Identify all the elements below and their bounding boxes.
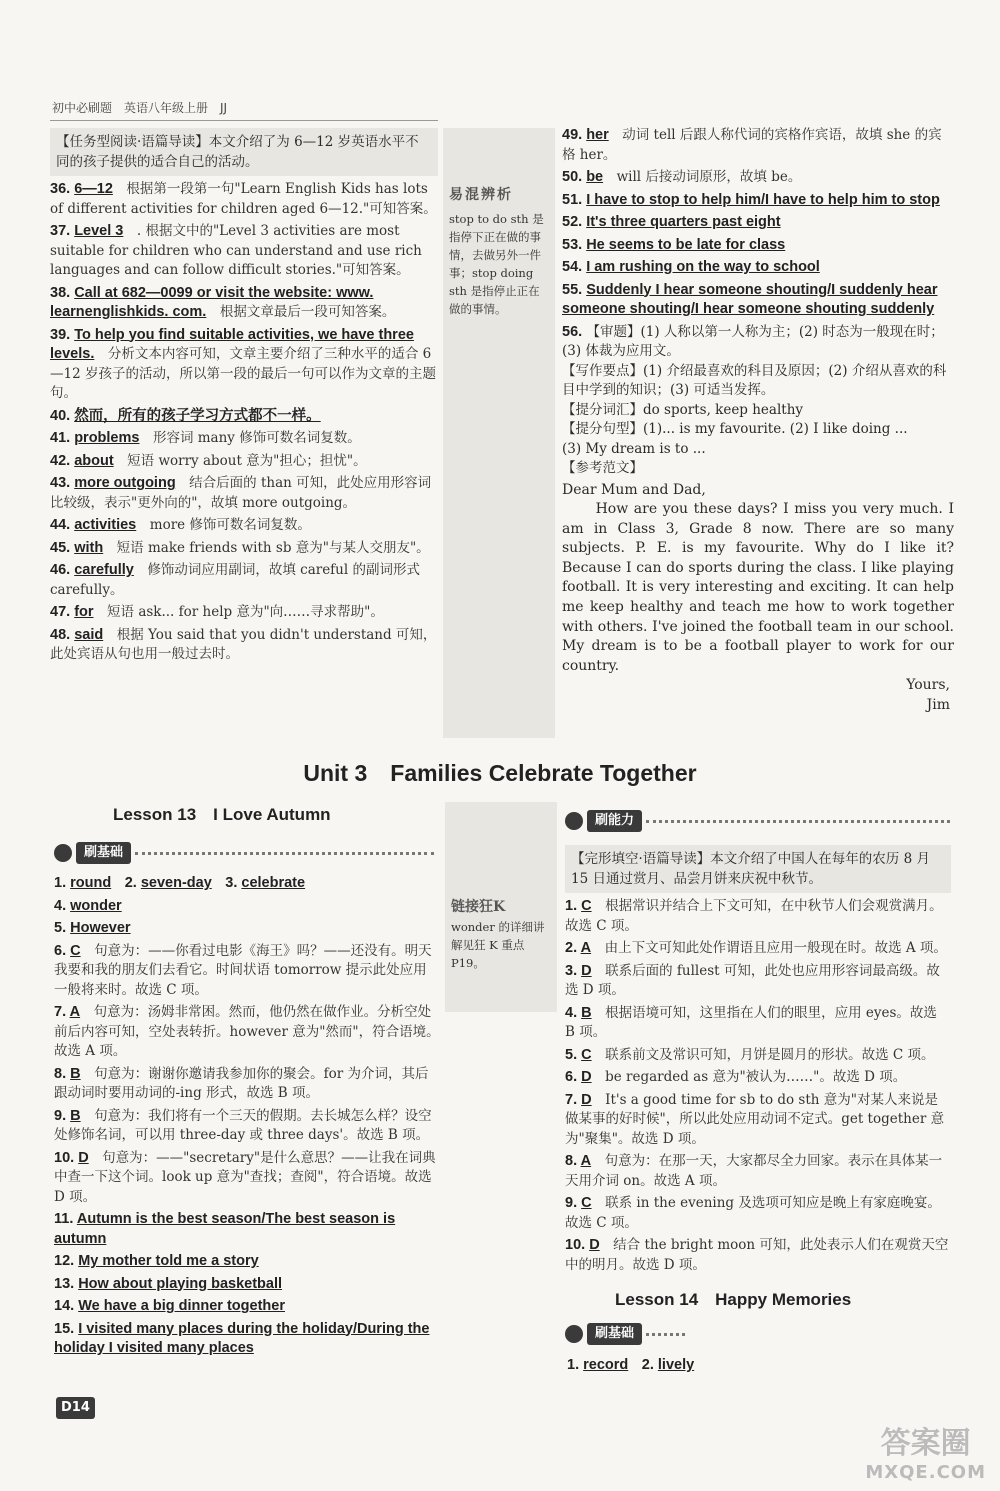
answer-item <box>565 1091 951 1150</box>
item-number: 13. <box>54 1275 79 1292</box>
item-number: 5. <box>565 1046 582 1063</box>
item-explanation: 联系 in the evening 及选项可知应是晚上有家庭晚宴。故选 C 项。 <box>565 1195 941 1231</box>
item-number: 9. <box>54 1107 71 1124</box>
essay-body: How are you these days? I miss you very much. I am in Class 3, Grade 8 now. There are so many subjects. P. E. is my favourite. Why do I like it? Because I can do sports during the class. I like playing football. It is very interesting and exciting. It can help me keep healthy and teach me how to work together with others. I've joined the football team in our school. My dream is to be a football player to work for our country. <box>562 501 954 674</box>
item-answer: D <box>581 1069 592 1085</box>
answer-item <box>50 222 438 281</box>
item-answer: activities <box>74 517 137 533</box>
item-explanation: be regarded as 意为"被认为……"。故选 D 项。 <box>591 1069 907 1085</box>
item-answer: He seems to be late for class <box>586 236 786 253</box>
item-explanation: 分析文本内容可知，文章主要介绍了三种水平的适合 6—12 岁孩子的活动，所以第一段的最后一句可以作为文章的主题句。 <box>50 346 436 401</box>
answer-item <box>562 281 954 320</box>
item-answer: I have to stop to help him/I have to help him to stop <box>586 191 940 208</box>
q56-shenti: 【审题】(1) 人称以第一人称为主；(2) 时态为一般现在时；(3) 体裁为应用文。 <box>562 323 944 359</box>
q56-number: 56. <box>562 323 583 340</box>
item-explanation: 根据第一段第一句"Learn English Kids has lots of different activities for children aged 6—12."可知答案。 <box>50 181 437 217</box>
answer-item <box>50 516 438 536</box>
q56-juxing2: (3) My dream is to ... <box>562 440 706 457</box>
answer-item <box>562 213 954 233</box>
side-note-confusion <box>443 128 555 738</box>
item-number: 54. <box>562 259 587 275</box>
answer-item <box>565 1236 951 1275</box>
side-note-text: stop to do sth 是指停下正在做的事情，去做另外一件事；stop doing sth 是指停止正在做的事情。 <box>449 211 544 316</box>
item-answer: B <box>581 1004 592 1021</box>
answer-item <box>562 126 954 165</box>
item-number: 40. <box>50 407 75 424</box>
item-answer: A <box>580 1153 592 1169</box>
answer-item <box>54 1252 440 1272</box>
lesson13-badge <box>54 841 434 865</box>
item-number: 38. <box>50 284 75 301</box>
answer-item <box>54 1107 440 1146</box>
watermark <box>865 1428 986 1485</box>
item-explanation: 动词 tell 后跟人称代词的宾格作宾语，故填 she 的宾格 her。 <box>562 127 942 163</box>
item-number: 10. <box>54 1149 79 1166</box>
pencil-icon <box>54 844 72 862</box>
item-answer: for <box>74 604 94 620</box>
item-number: 36. <box>50 181 75 197</box>
item-answer: My mother told me a story <box>78 1253 259 1269</box>
item-number: 6. <box>565 1069 582 1085</box>
item-number: 1. <box>565 898 582 914</box>
answer-item <box>50 407 438 427</box>
item-answer: her <box>586 127 609 143</box>
item-explanation: 修饰动词应用副词，故填 careful 的副词形式 carefully。 <box>50 562 420 598</box>
side-note-title: 易混辨析 <box>449 187 513 203</box>
dotted-divider <box>646 1333 685 1336</box>
answer-item <box>50 284 438 323</box>
watermark-top: 答案圈 <box>880 1426 971 1461</box>
answer-item <box>54 919 440 939</box>
answer-item <box>54 1297 440 1317</box>
item-explanation: 句意为：汤姆非常困。然而，他仍然在做作业。分析空处前后内容可知，空处表转折。however 意为"然而"，符合语境。故选 A 项。 <box>54 1004 440 1059</box>
item-number: 2. <box>565 940 581 956</box>
item-explanation: 根据常识并结合上下文可知，在中秋节人们会观赏满月。故选 C 项。 <box>565 898 943 934</box>
item-number: 4. <box>565 1004 582 1021</box>
dotted-divider <box>646 820 950 823</box>
badge-label: 刷基础 <box>587 1323 642 1345</box>
item-number: 39. <box>50 326 75 343</box>
item-answer: C <box>70 942 81 959</box>
spacer <box>111 875 125 891</box>
item-answer: A <box>580 940 592 956</box>
item-number: 44. <box>50 517 75 533</box>
item-number: 51. <box>562 191 587 208</box>
item-answer: We have a big dinner together <box>78 1298 285 1314</box>
answer-item <box>54 1210 440 1249</box>
answer-item <box>565 1004 951 1043</box>
top-left-column <box>50 128 438 668</box>
top-right-items <box>562 126 954 320</box>
item-answer: Autumn is the best season/The best season is autumn <box>54 1211 396 1247</box>
q56-cihui: 【提分词汇】do sports, keep healthy <box>562 401 804 418</box>
answer-item <box>50 452 438 472</box>
item-number: 12. <box>54 1253 79 1269</box>
item-explanation: 联系后面的 fullest 可知，此处也应用形容词最高级。故选 D 项。 <box>565 962 940 998</box>
item-explanation: 短语 make friends with sb 意为"与某人交朋友"。 <box>103 539 430 556</box>
essay-signature: Jim <box>926 697 950 714</box>
item-answer: Suddenly I hear someone shouting/I suddenly hear someone shouting/I hear someone shouting suddenly <box>562 281 938 317</box>
answer-item <box>562 191 954 211</box>
item-answer: be <box>586 169 604 185</box>
answer-item <box>562 258 954 278</box>
item-answer: problems <box>74 430 140 446</box>
item-number: 4. <box>54 897 71 914</box>
item-answer: D <box>581 962 592 979</box>
reading-intro: 【任务型阅读·语篇导读】本文介绍了为 6—12 岁英语水平不同的孩子提供的适合自己的活动。 <box>50 128 438 176</box>
answer-item <box>50 474 438 513</box>
badge-label: 刷能力 <box>587 810 642 832</box>
pencil-icon <box>565 812 583 830</box>
item-explanation: 由上下文可知此处作谓语且应用一般现在时。故选 A 项。 <box>591 940 947 956</box>
item-number: 7. <box>54 1004 70 1020</box>
item-number: 48. <box>50 626 75 643</box>
model-essay <box>562 481 954 716</box>
item-number: 41. <box>50 430 75 446</box>
nengli-items <box>565 897 951 1275</box>
item-answer: record <box>583 1357 629 1373</box>
top-right-column <box>562 126 954 716</box>
item-explanation: 短语 ask... for help 意为"向……寻求帮助"。 <box>93 604 384 620</box>
answer-item <box>565 897 951 936</box>
header-rule <box>50 120 438 121</box>
pencil-icon <box>565 1325 583 1343</box>
item-number: 1. <box>567 1357 584 1373</box>
item-number: 11. <box>54 1211 77 1227</box>
item-answer: Call at 682—0099 or visit the website: www. learnenglishkids. com. <box>50 284 374 320</box>
lesson14-badge <box>565 1322 685 1346</box>
answer-item <box>50 561 438 600</box>
item-number: 46. <box>50 562 75 578</box>
answer-item <box>565 1194 951 1233</box>
answer-item <box>565 1152 951 1191</box>
lesson13-items <box>54 897 440 1359</box>
answer-item <box>54 1003 440 1062</box>
item-number: 55. <box>562 281 587 298</box>
item-explanation: 结合后面的 than 可知，此处应用形容词比较级，表示"更外向的"，故填 more outgoing。 <box>50 475 432 511</box>
item-explanation: 根据文章最后一段可知答案。 <box>206 304 396 320</box>
item-answer: more outgoing <box>74 475 176 491</box>
item-number: 8. <box>565 1153 581 1169</box>
item-answer: said <box>74 626 104 643</box>
item-number: 7. <box>565 1091 582 1108</box>
answer-item <box>565 1068 951 1088</box>
side-note-link <box>445 802 557 1012</box>
item-answer: D <box>581 1091 592 1108</box>
item-answer: with <box>74 539 104 556</box>
item-explanation: 句意为：我们将有一个三天的假期。去长城怎么样？设空处修饰名词，可以用 three-day 或 three days'。故选 B 项。 <box>54 1107 432 1143</box>
item-answer: It's three quarters past eight <box>586 214 781 230</box>
item-explanation: 联系前文及常识可知，月饼是圆月的形状。故选 C 项。 <box>591 1046 935 1063</box>
item-number: 5. <box>54 920 71 936</box>
item-explanation: 句意为：在那一天，大家都尽全力回家。表示在具体某一天用介词 on。故选 A 项。 <box>565 1153 943 1189</box>
item-answer: C <box>581 898 592 914</box>
item-number: 2. <box>124 875 141 891</box>
item-explanation: will 后接动词原形，故填 be。 <box>603 169 802 185</box>
item-explanation: 结合 the bright moon 可知，此处表示人们在观赏天空中的明月。故选 D 项。 <box>565 1237 949 1273</box>
item-answer: B <box>70 1065 81 1082</box>
badge-label: 刷基础 <box>76 842 131 864</box>
side-note-link-text: wonder 的详细讲解见狂 K 重点 P19。 <box>451 919 545 970</box>
item-number: 42. <box>50 452 75 469</box>
q56-juxing1: 【提分句型】(1)... is my favourite. (2) I like doing ... <box>562 421 908 437</box>
lesson14-title: Lesson 14 Happy Memories <box>615 1290 852 1309</box>
answer-item <box>54 1065 440 1104</box>
item-answer: C <box>581 1195 592 1211</box>
item-explanation: 短语 worry about 意为"担心；担忧"。 <box>113 452 367 469</box>
lesson13-column <box>54 874 440 1362</box>
item-number: 8. <box>54 1065 71 1082</box>
item-explanation: It's a good time for sb to do sth 意为"对某人来说是做某事的好时候"，所以此处应用动词不定式。get together 意为"聚集"。故选 D 项。 <box>565 1091 945 1147</box>
lesson14-row1 <box>567 1356 694 1376</box>
item-answer: wonder <box>70 897 122 914</box>
item-explanation: 形容词 many 修饰可数名词复数。 <box>139 430 361 446</box>
item-answer: lively <box>657 1357 695 1373</box>
item-answer: How about playing basketball <box>78 1275 283 1292</box>
answer-item <box>565 939 951 959</box>
page-number: D14 <box>56 1397 95 1419</box>
item-explanation: 句意为：谢谢你邀请我参加你的聚会。for 为介词，其后跟动词时要用动词的-ing 形式，故选 B 项。 <box>54 1065 429 1101</box>
item-number: 10. <box>565 1237 590 1253</box>
item-answer: seven-day <box>140 875 212 891</box>
item-answer: about <box>74 452 114 469</box>
item-number: 6. <box>54 942 71 959</box>
item-number: 52. <box>562 214 587 230</box>
answer-item <box>565 1046 951 1066</box>
item-number: 1. <box>54 875 71 891</box>
answer-item <box>50 626 438 665</box>
item-number: 49. <box>562 127 587 143</box>
item-number: 9. <box>565 1195 582 1211</box>
answer-item <box>565 962 951 1001</box>
item-explanation: 句意为：——你看过电影《海王》吗？——还没有。明天我要和我的朋友们去看它。时间状语 tomorrow 提示此处应用一般将来时。故选 C 项。 <box>54 942 432 998</box>
item-number: 45. <box>50 539 75 556</box>
item-number: 53. <box>562 236 587 253</box>
answer-item <box>54 897 440 917</box>
lesson13-row1 <box>54 874 440 894</box>
answer-item <box>50 603 438 623</box>
cloze-intro: 【完形填空·语篇导读】本文介绍了中国人在每年的农历 8 月 15 日通过赏月、品尝月饼来庆祝中秋节。 <box>565 845 951 893</box>
item-number: 14. <box>54 1298 79 1314</box>
item-answer: However <box>70 920 131 936</box>
item-answer: round <box>70 875 112 891</box>
answer-item <box>54 1275 440 1295</box>
item-answer: A <box>69 1004 81 1020</box>
watermark-bottom: MXQE.COM <box>865 1462 986 1483</box>
q56-block <box>562 323 954 479</box>
answer-item <box>562 168 954 188</box>
item-explanation: 根据语境可知，这里指在人们的眼里，应用 eyes。故选 B 项。 <box>565 1004 937 1040</box>
answer-item <box>50 429 438 449</box>
item-number: 2. <box>641 1357 658 1373</box>
item-answer: C <box>581 1046 592 1063</box>
item-answer: I visited many places during the holiday/During the holiday I visited many places <box>54 1320 430 1356</box>
nengli-column <box>565 845 951 1278</box>
item-answer: I am rushing on the way to school <box>586 259 820 275</box>
item-number: 15. <box>54 1320 79 1337</box>
top-left-items <box>50 180 438 665</box>
nengli-badge <box>565 809 950 833</box>
q56-xiezuo: 【写作要点】(1) 介绍最喜欢的科目及原因；(2) 介绍从喜欢的科目中学到的知识；(3) 可适当发挥。 <box>562 362 947 398</box>
answer-item <box>50 539 438 559</box>
item-answer: B <box>70 1107 81 1124</box>
answer-item <box>50 180 438 219</box>
essay-greeting: Dear Mum and Dad, <box>562 481 706 498</box>
item-answer: celebrate <box>241 875 306 891</box>
spacer <box>628 1357 642 1373</box>
item-answer: Level 3 <box>74 223 124 239</box>
essay-closing: Yours, <box>906 677 950 694</box>
answer-item <box>50 326 438 404</box>
item-explanation: . 根据文中的"Level 3 activities are most suitable for children who can understand and use rich languages and can follow difficult stories."可知答案。 <box>50 223 422 278</box>
item-explanation: 根据 You said that you didn't understand 可知，此处宾语从句也用一般过去时。 <box>50 626 437 662</box>
item-number: 47. <box>50 604 75 620</box>
answer-item <box>54 942 440 1001</box>
item-answer: To help you find suitable activities, we have three levels. <box>50 326 414 362</box>
side-note-link-title: 链接狂K <box>451 899 506 915</box>
item-number: 3. <box>225 875 242 891</box>
item-explanation: 句意为：——"secretary"是什么意思？——让我在词典中查一下这个词。look up 意为"查找；查阅"，符合语境。故选 D 项。 <box>54 1149 436 1205</box>
answer-item <box>54 1320 440 1359</box>
item-answer: 然而，所有的孩子学习方式都不一样。 <box>74 407 321 424</box>
lesson13-title: Lesson 13 I Love Autumn <box>113 805 331 824</box>
spacer <box>212 875 226 891</box>
unit-title: Unit 3 Families Celebrate Together <box>303 760 697 786</box>
page-header: 初中必刷题 英语八年级上册 JJ <box>52 101 228 115</box>
answer-item <box>562 236 954 256</box>
answer-item <box>54 1149 440 1208</box>
dotted-divider <box>135 852 434 855</box>
item-number: 43. <box>50 475 75 491</box>
item-answer: 6—12 <box>74 181 113 197</box>
item-answer: D <box>78 1149 89 1166</box>
item-answer: D <box>589 1237 600 1253</box>
item-number: 50. <box>562 169 587 185</box>
item-number: 37. <box>50 223 75 239</box>
item-answer: carefully <box>74 562 134 578</box>
item-number: 3. <box>565 962 582 979</box>
item-explanation: more 修饰可数名词复数。 <box>136 517 311 533</box>
q56-fanwen: 【参考范文】 <box>562 460 643 476</box>
